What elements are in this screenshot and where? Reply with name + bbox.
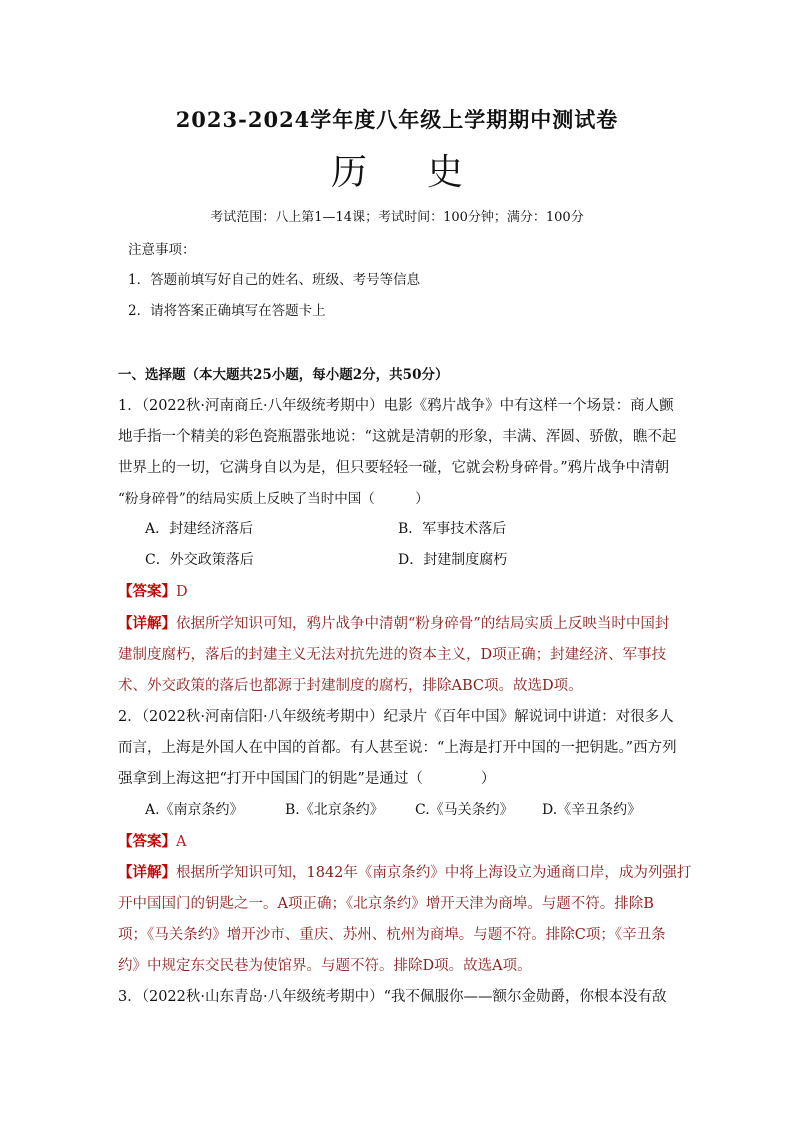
question-1-option-d: D．封建制度腐朽 <box>398 552 508 568</box>
question-2-detail-line: 开中国国门的钥匙之一。A项正确；《北京条约》增开天津为商埠。与题不符。排除B <box>118 896 654 912</box>
answer-value: D <box>176 584 188 600</box>
detail-text: 依据所学知识可知，鸦片战争中清朝“粉身碎骨”的结局实质上反映当时中国封 <box>176 616 670 632</box>
answer-tag: 【答案】 <box>118 833 176 850</box>
question-1-line: “粉身碎骨”的结局实质上反映了当时中国（ ） <box>118 491 429 507</box>
question-1-option-b: B．军事技术落后 <box>398 521 507 537</box>
subject-char-1: 历 <box>330 152 367 193</box>
question-2-detail-line: 项；《马关条约》增开沙市、重庆、苏州、杭州为商埠。与题不符。排除C项；《辛丑条 <box>118 927 666 943</box>
subject-heading <box>0 144 794 195</box>
question-1-detail-line: 建制度腐朽，落后的封建主义无法对抗先进的资本主义，D项正确；封建经济、军事技 <box>118 647 667 663</box>
question-2-option-a: A.《南京条约》 <box>145 802 244 818</box>
detail-tag: 【详解】 <box>118 615 176 632</box>
question-1-detail-line: 术、外交政策的落后也都源于封建制度的腐朽，排除ABC项。故选D项。 <box>118 678 583 694</box>
section-heading: 一、选择题（本大题共25小题，每小题2分，共50分） <box>118 367 449 383</box>
question-1-line: 世界上的一切，它满身自以为是，但只要轻轻一碰，它就会粉身碎骨。”鸦片战争中清朝 <box>118 460 670 476</box>
detail-text: 根据所学知识可知，1842年《南京条约》中将上海设立为通商口岸，成为列强打 <box>176 865 692 881</box>
question-1-line: 1．（2022秋·河南商丘·八年级统考期中）电影《鸦片战争》中有这样一个场景：商人颤 <box>118 398 674 414</box>
exam-info: 考试范围：八上第1—14课；考试时间：100分钟；满分：100分 <box>210 210 584 225</box>
exam-title: 2023-2024学年度八年级上学期期中测试卷 <box>175 107 619 132</box>
question-2-line: 2．（2022秋·河南信阳·八年级统考期中）纪录片《百年中国》解说词中讲道：对很多人 <box>118 709 674 725</box>
question-2-detail <box>118 861 691 882</box>
answer-value: A <box>176 834 187 850</box>
notes-heading: 注意事项： <box>128 242 196 258</box>
question-2-option-d: D.《辛丑条约》 <box>542 802 642 818</box>
question-1-answer <box>118 580 188 601</box>
answer-tag: 【答案】 <box>118 583 176 600</box>
question-2-option-c: C.《马关条约》 <box>415 802 514 818</box>
subject-char-2: 史 <box>427 152 464 193</box>
question-2-option-b: B.《北京条约》 <box>285 802 384 818</box>
question-2-answer <box>118 830 186 851</box>
question-1-detail <box>118 612 669 633</box>
question-1-option-a: A．封建经济落后 <box>145 521 254 537</box>
question-2-line: 而言，上海是外国人在中国的首都。有人甚至说：“上海是打开中国的一把钥匙。”西方列 <box>118 740 677 756</box>
question-3-line: 3．（2022秋·山东青岛·八年级统考期中）“我不佩服你——额尔金勋爵，你根本没有敌 <box>118 989 667 1005</box>
question-1-option-c: C．外交政策落后 <box>145 552 254 568</box>
question-2-detail-line: 约》中规定东交民巷为使馆界。与题不符。排除D项。故选A项。 <box>118 958 532 974</box>
note-item: 1．答题前填写好自己的姓名、班级、考号等信息 <box>128 272 421 288</box>
note-item: 2．请将答案正确填写在答题卡上 <box>128 303 326 319</box>
detail-tag: 【详解】 <box>118 864 176 881</box>
question-1-line: 地手指一个精美的彩色瓷瓶嚣张地说：“这就是清朝的形象，丰满、浑圆、骄傲，瞧不起 <box>118 429 677 445</box>
question-2-line: 强拿到上海这把“打开中国国门的钥匙”是通过（ ） <box>118 771 496 787</box>
